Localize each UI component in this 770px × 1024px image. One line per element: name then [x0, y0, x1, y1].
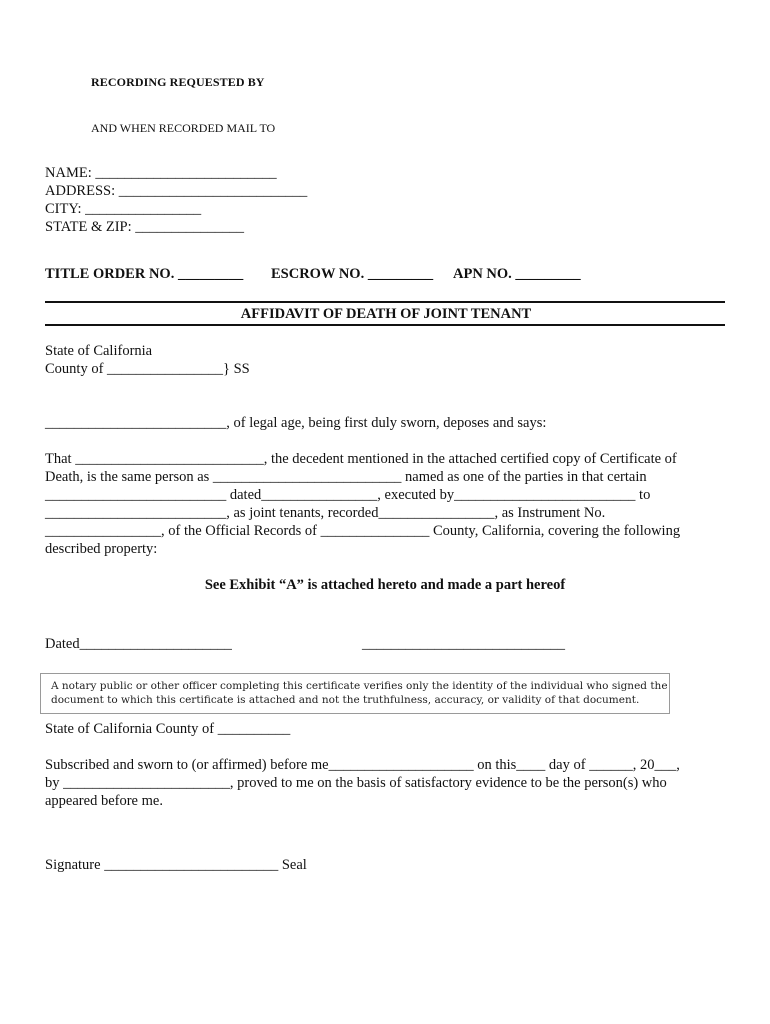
- body-line: described property:: [45, 541, 158, 557]
- dated-field: Dated_____________________: [45, 636, 232, 652]
- when-recorded-mail-to: AND WHEN RECORDED MAIL TO: [91, 121, 276, 135]
- venue-state: State of California: [45, 343, 153, 359]
- exhibit-line: See Exhibit “A” is attached hereto and made a part hereof: [204, 577, 566, 593]
- body-line: Death, is the same person as __________________________ named as one of the parties in that certain: [45, 469, 647, 485]
- body-line: ________________, of the Official Records of _______________ County, California, covering the following: [45, 523, 681, 539]
- jurat-body: [45, 756, 735, 810]
- affidavit-body: [45, 450, 735, 558]
- address-field: ADDRESS: __________________________: [45, 183, 308, 199]
- affiant-signature-line: ____________________________: [362, 636, 565, 652]
- affiant-line: _________________________, of legal age, being first duly sworn, deposes and says:: [45, 415, 547, 431]
- title-bottom-rule: [45, 324, 725, 326]
- title-order-no: TITLE ORDER NO. _________: [45, 266, 244, 282]
- document-title: AFFIDAVIT OF DEATH OF JOINT TENANT: [240, 306, 532, 322]
- jurat-venue: State of California County of __________: [45, 721, 291, 737]
- escrow-no: ESCROW NO. _________: [271, 266, 434, 282]
- title-top-rule: [45, 301, 725, 303]
- venue-county: County of ________________} SS: [45, 361, 250, 377]
- name-field: NAME: _________________________: [45, 165, 277, 181]
- jurat-line: appeared before me.: [45, 793, 163, 809]
- city-field: CITY: ________________: [45, 201, 202, 217]
- signature-seal-line: Signature ________________________ Seal: [45, 857, 307, 873]
- body-line: That __________________________, the decedent mentioned in the attached certified copy of Certificate of: [45, 451, 677, 467]
- apn-no: APN NO. _________: [453, 266, 581, 282]
- body-line: _________________________ dated________________, executed by_________________________ to: [45, 487, 651, 503]
- jurat-line: by _______________________, proved to me on the basis of satisfactory evidence to be the person(s) who: [45, 775, 667, 791]
- body-line: _________________________, as joint tenants, recorded________________, as Instrument No.: [45, 505, 606, 521]
- recording-requested-by: RECORDING REQUESTED BY: [91, 75, 265, 89]
- notary-notice-line: A notary public or other officer completing this certificate verifies only the identity of the individual who signed the: [51, 680, 668, 692]
- notary-notice-line: document to which this certificate is attached and not the truthfulness, accuracy, or validity of that document.: [51, 694, 640, 706]
- state-zip-field: STATE & ZIP: _______________: [45, 219, 245, 235]
- notary-notice-box: [40, 673, 670, 714]
- jurat-line: Subscribed and sworn to (or affirmed) before me____________________ on this____ day of ______, 20___,: [45, 757, 680, 773]
